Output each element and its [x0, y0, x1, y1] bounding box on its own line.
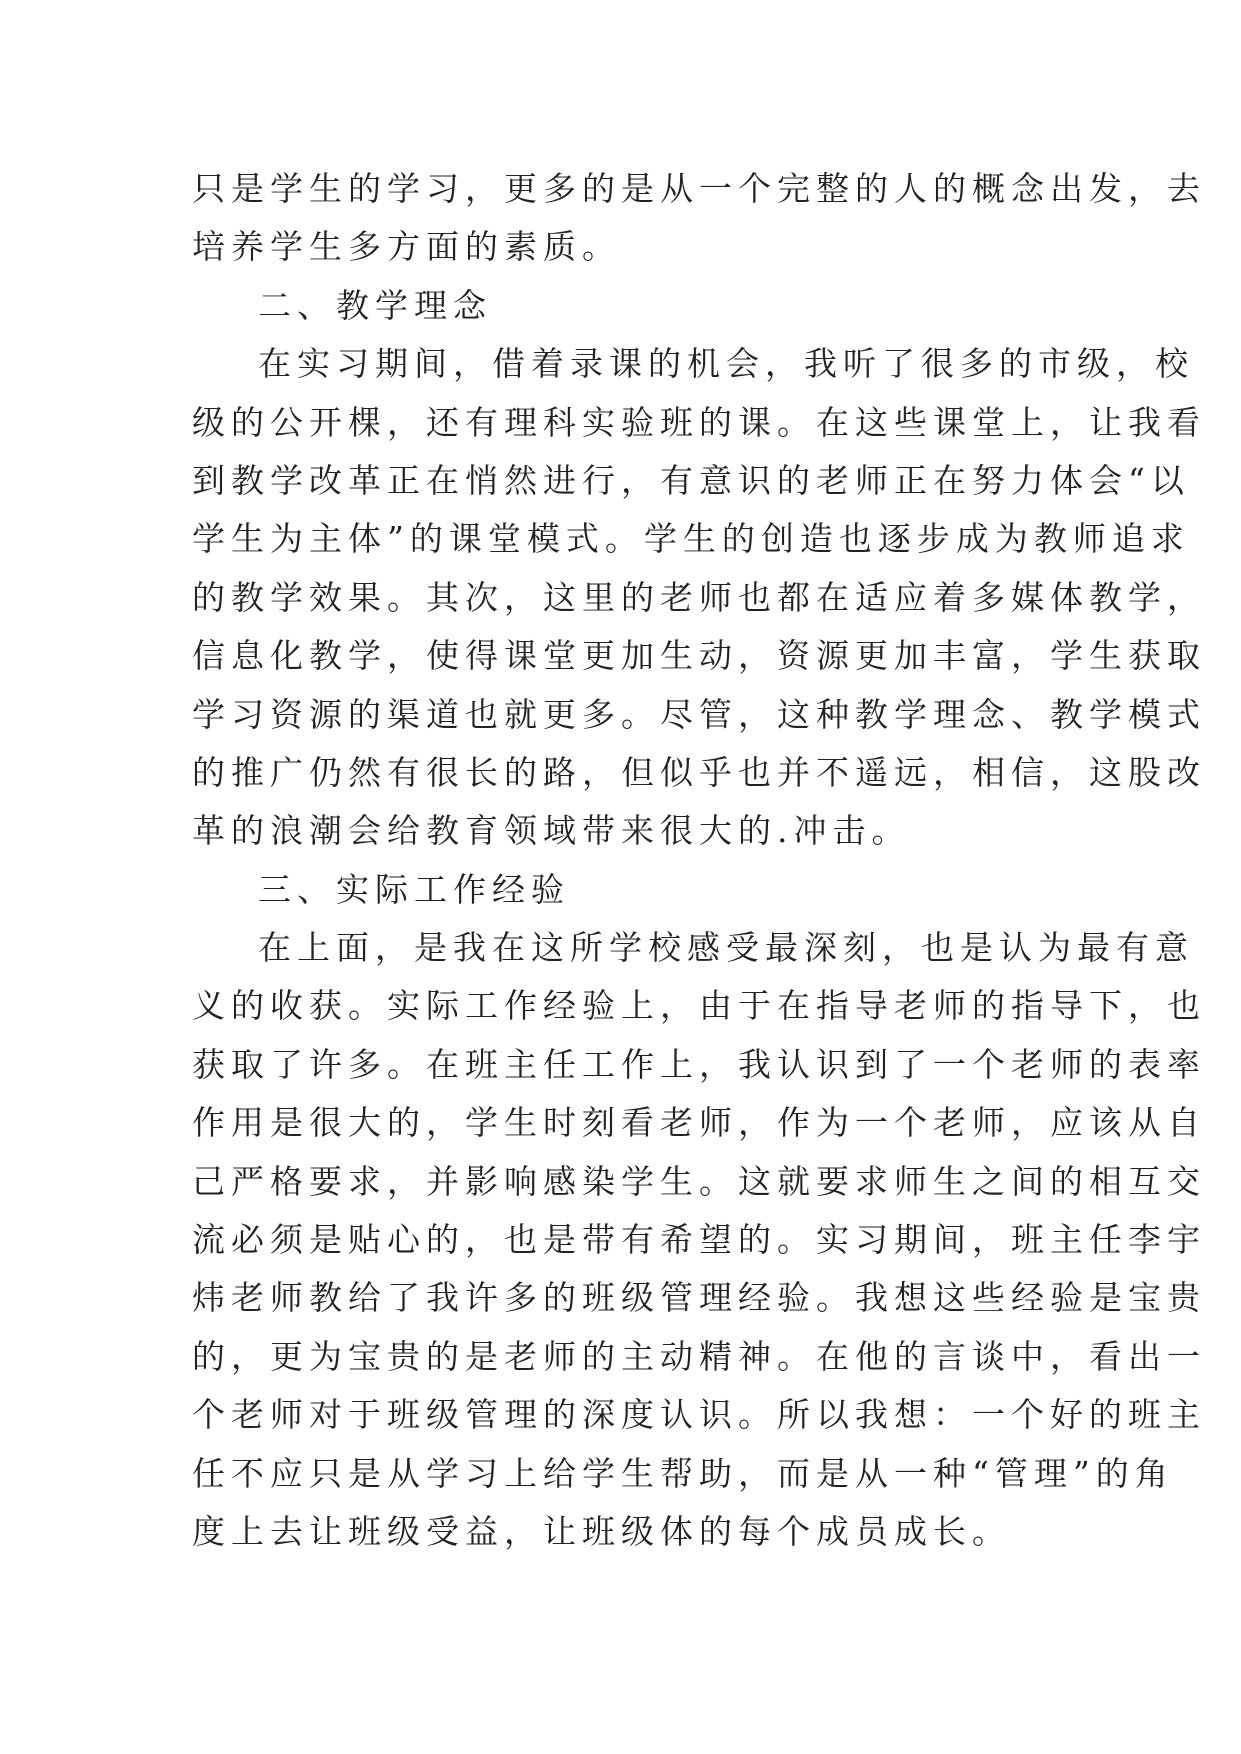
section-heading-work-experience: 三、实际工作经验 [258, 869, 570, 909]
text-line: 信息化教学，使得课堂更加生动，资源更加丰富，学生获取 [192, 636, 1206, 676]
text-line: 义的收获。实际工作经验上，由于在指导老师的指导下，也 [192, 986, 1206, 1026]
section-heading-teaching-philosophy: 二、教学理念 [258, 285, 492, 325]
text-line: 到教学改革正在悄然进行，有意识的老师正在努力体会“以 [192, 460, 1190, 500]
text-line: 学生为主体”的课堂模式。学生的创造也逐步成为教师追求 [192, 519, 1190, 559]
text-line: 个老师对于班级管理的深度认识。所以我想：一个好的班主 [192, 1395, 1206, 1435]
text-line: 度上去让班级受益，让班级体的每个成员成长。 [192, 1511, 1011, 1551]
text-line: 流必须是贴心的，也是带有希望的。实习期间，班主任李宇 [192, 1220, 1206, 1260]
text-line: 获取了许多。在班主任工作上，我认识到了一个老师的表率 [192, 1044, 1206, 1084]
text-line: 任不应只是从学习上给学生帮助，而是从一种“管理”的角 [192, 1453, 1174, 1493]
text-line: 级的公开棵，还有理科实验班的课。在这些课堂上，让我看 [192, 402, 1206, 442]
text-line: 革的浪潮会给教育领域带来很大的.冲击。 [192, 811, 911, 851]
text-line: 培养学生多方面的素质。 [192, 227, 621, 267]
text-line: 炜老师教给了我许多的班级管理经验。我想这些经验是宝贵 [192, 1278, 1206, 1318]
text-line: 的推广仍然有很长的路，但似乎也并不遥远，相信，这股改 [192, 752, 1206, 792]
text-line: 作用是很大的，学生时刻看老师，作为一个老师，应该从自 [192, 1103, 1206, 1143]
text-line: 己严格要求，并影响感染学生。这就要求师生之间的相互交 [192, 1161, 1206, 1201]
text-line: 只是学生的学习，更多的是从一个完整的人的概念出发，去 [192, 169, 1206, 208]
text-line: 的，更为宝贵的是老师的主动精神。在他的言谈中，看出一 [192, 1336, 1206, 1376]
text-line: 学习资源的渠道也就更多。尽管，这种教学理念、教学模式 [192, 694, 1206, 734]
text-line: 在上面，是我在这所学校感受最深刻，也是认为最有意 [258, 928, 1194, 968]
text-line: 在实习期间，借着录课的机会，我听了很多的市级，校 [258, 344, 1194, 384]
text-line: 的教学效果。其次，这里的老师也都在适应着多媒体教学， [192, 577, 1206, 617]
document-body [192, 160, 1206, 1561]
